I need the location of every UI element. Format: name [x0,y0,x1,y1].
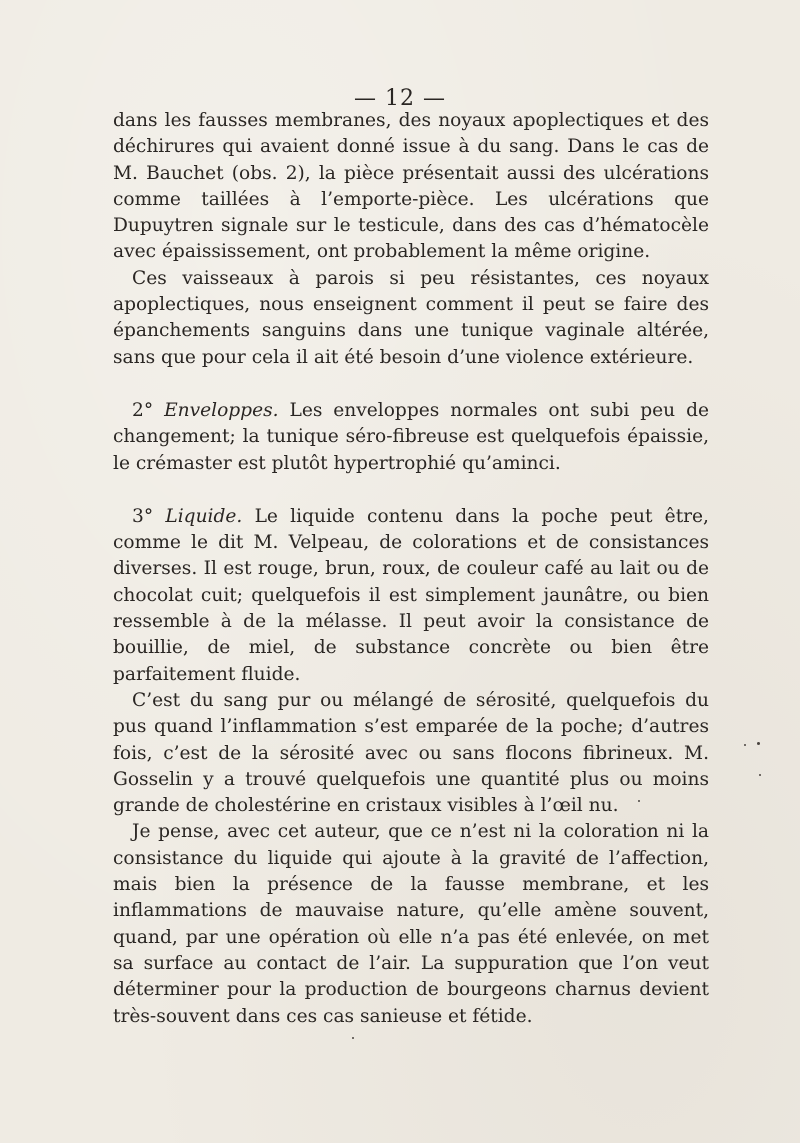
page-number: — 12 — [354,86,446,111]
section-liquide [113,504,709,688]
section-title: Liquide. [165,505,243,527]
section-text: Le liquide contenu dans la poche peut être, comme le dit M. Velpeau, de colorations et de consistances diverses. Il est rouge, brun, roux, de couleur café au lait ou de chocolat cuit; quelquefois il est simplement jaunâtre, ou bien ressemble à de la mélasse. Il peut avoir la consistance de bouillie, de miel, de substance concrète ou bien être parfaitement fluide. [113,505,709,685]
section-number: 3° [132,505,154,527]
body-text [113,108,709,1030]
paragraph-opinion: Je pense, avec cet auteur, que ce n’est ni la coloration ni la consistance du liquide qui ajoute à la gravité de l’affection, mais bien la présence de la fausse membrane, et les inflammations de mauvaise nature, qu’elle amène souvent, quand, par une opération où elle n’a pas été enlevée, on met sa surface au contact de l’air. La suppuration que l’on veut déterminer pour la production de bourgeons charnus devient très-souvent dans ces cas sanieuse et fétide. [113,821,709,1027]
section-title: Enveloppes. [164,399,279,421]
paragraph-vessels: Ces vaisseaux à parois si peu résistantes, ces noyaux apoplectiques, nous enseignent comment il peut se faire des épanchements sanguins dans une tunique vaginale altérée, sans que pour cela il ait été besoin d’une violence extérieure. [113,267,709,368]
section-enveloppes [113,398,709,477]
paper-speck [757,742,760,745]
section-number: 2° [132,399,154,421]
paper-speck [744,744,746,746]
section-text: Les enveloppes normales ont subi peu de changement; la tunique séro-fibreuse est quelquefois épaissie, le crémaster est plutôt hypertrophié qu’aminci. [113,399,709,474]
paper-speck [638,800,640,802]
paper-speck [352,1037,354,1039]
paragraph-continuation: dans les fausses membranes, des noyaux apoplectiques et des déchirures qui avaient donné issue à du sang. Dans le cas de M. Bauchet (obs. 2), la pièce présentait aussi des ulcérations comme taillées à l’emporte-pièce. Les ulcérations que Dupuytren signale sur le testicule, dans des cas d’hématocèle avec épaississement, ont probablement la même origine. [113,110,709,263]
paragraph-blood: C’est du sang pur ou mélangé de sérosité, quelquefois du pus quand l’inflammation s’est emparée de la poche; d’autres fois, c’est de la sérosité avec ou sans flocons fibrineux. M. Gosselin y a trouvé quelquefois une quantité plus ou moins grande de cholestérine en cristaux visibles à l’œil nu. [113,689,709,817]
paper-speck [759,774,761,776]
